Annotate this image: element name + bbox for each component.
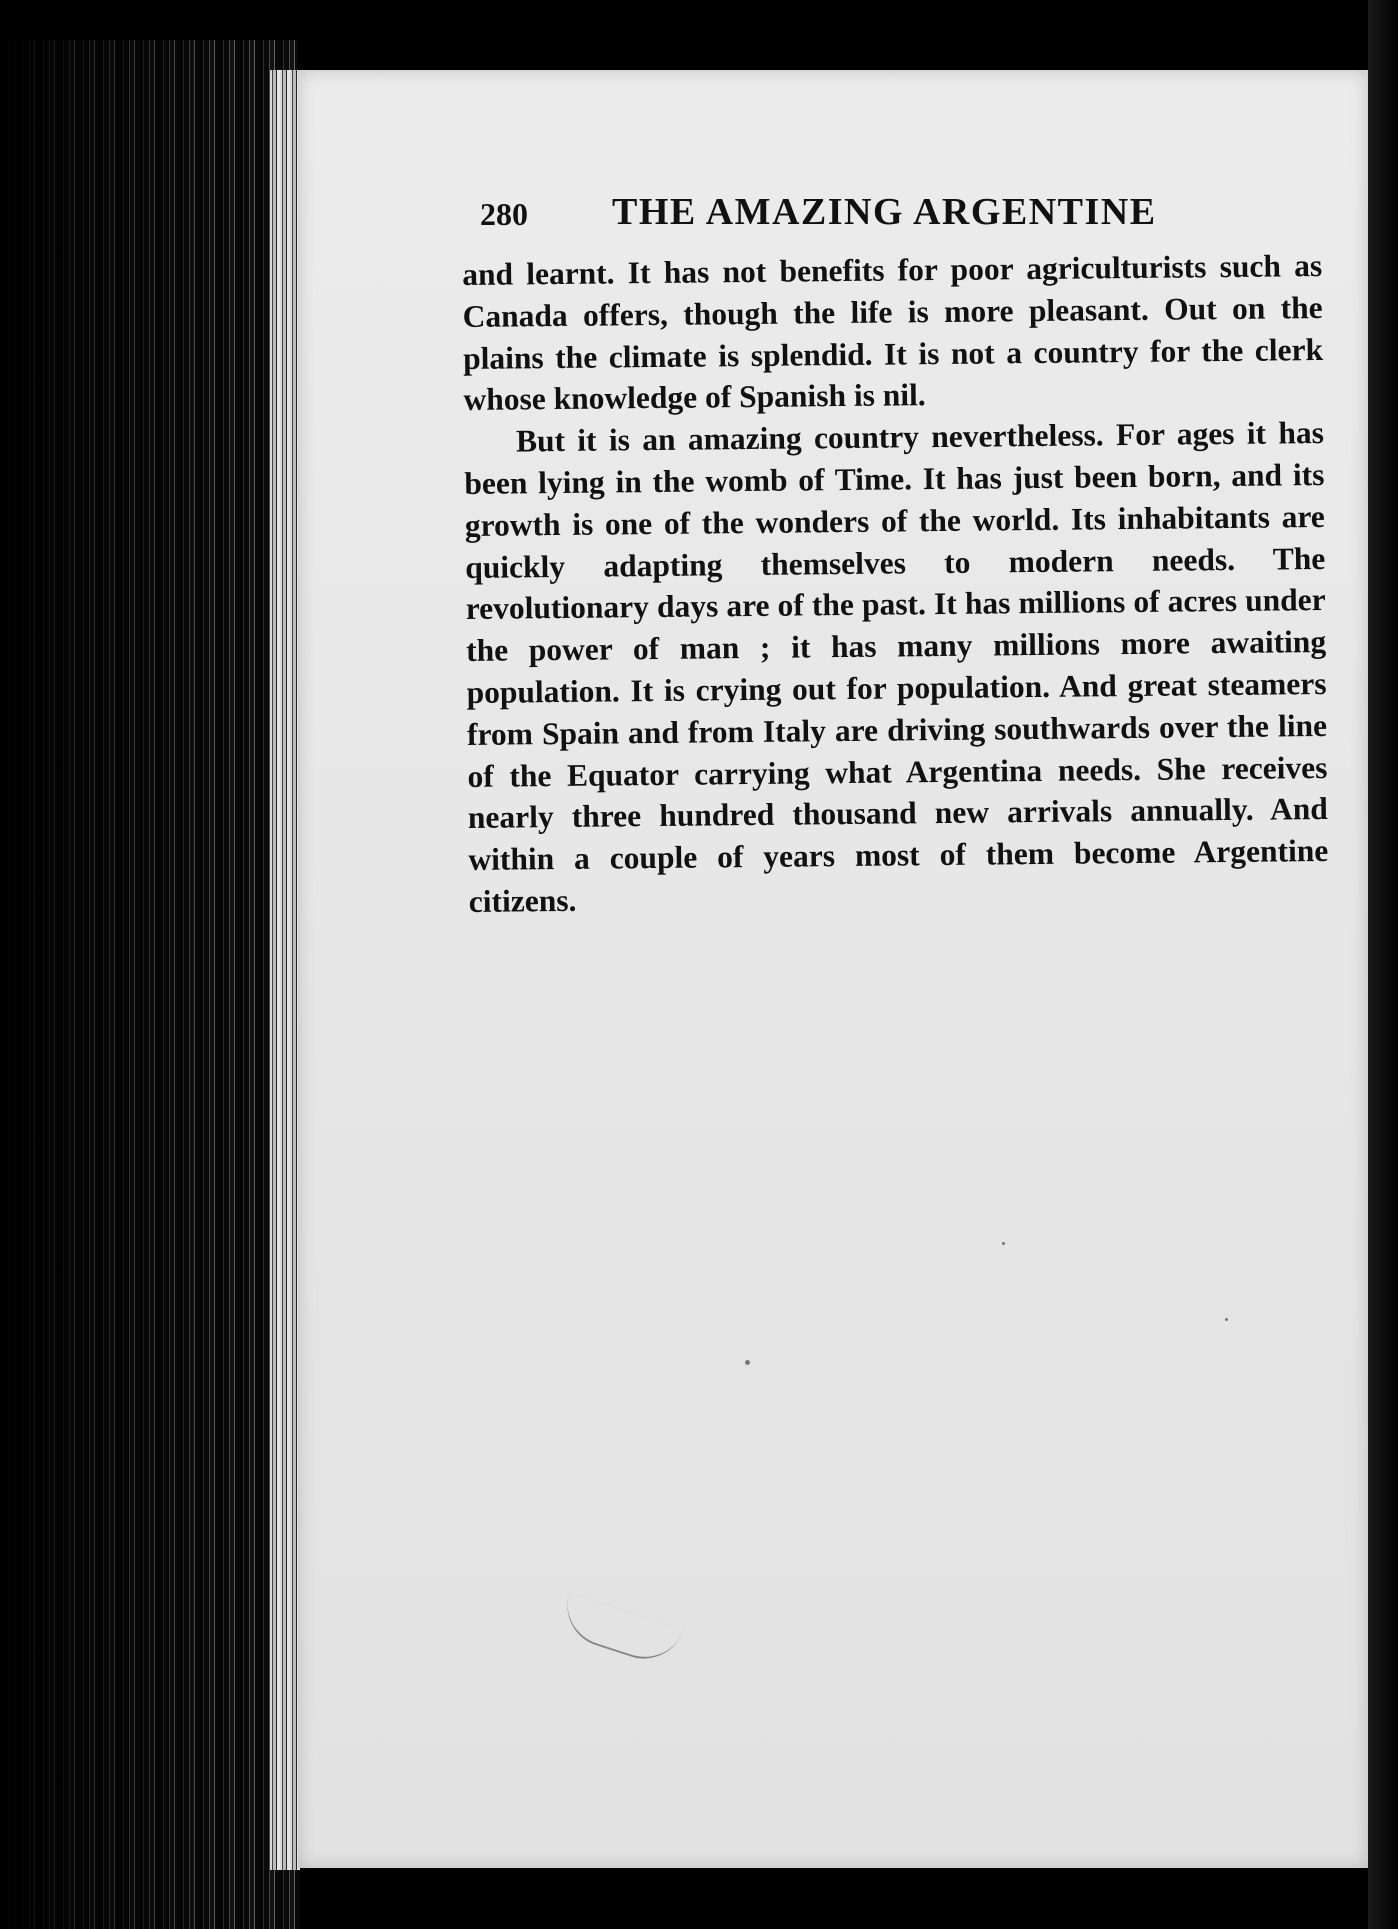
book-binding	[270, 70, 300, 1870]
running-title: THE AMAZING ARGENTINE	[612, 191, 1157, 233]
paragraph-2: But it is an amazing country nevertheless. For ages it has been lying in the womb of Time. It has just been born, and its growth is one of the wonders of the world. Its inhabitants are quickly adapting themselves to modern needs. The revolutionary days are of the past. It has millions of acres under the power of man ; it has many millions more awaiting population. It is crying out for population. And great steamers from Spain and from Italy are driving southwards over the line of the Equator carrying what Argentina needs. She receives nearly three hundred thousand new arrivals annually. And within a couple of years most of them become Argentine citizens.	[464, 415, 1329, 919]
page-header	[480, 190, 1320, 240]
page-edges-shadow	[0, 40, 300, 1929]
page-number: 280	[480, 196, 528, 232]
dust-speck	[745, 1360, 750, 1365]
paragraph-1: and learnt. It has not benefits for poor agriculturists such as Canada offers, though the life is more pleasant. Out on the plains the climate is splendid. It is not a country for the clerk whose knowledge of Spanish is nil.	[462, 247, 1324, 418]
dust-speck	[1225, 1318, 1228, 1321]
top-shadow	[298, 0, 1398, 72]
dust-speck	[1002, 1242, 1005, 1245]
right-shadow	[1368, 0, 1398, 1929]
body-text	[462, 245, 1329, 923]
